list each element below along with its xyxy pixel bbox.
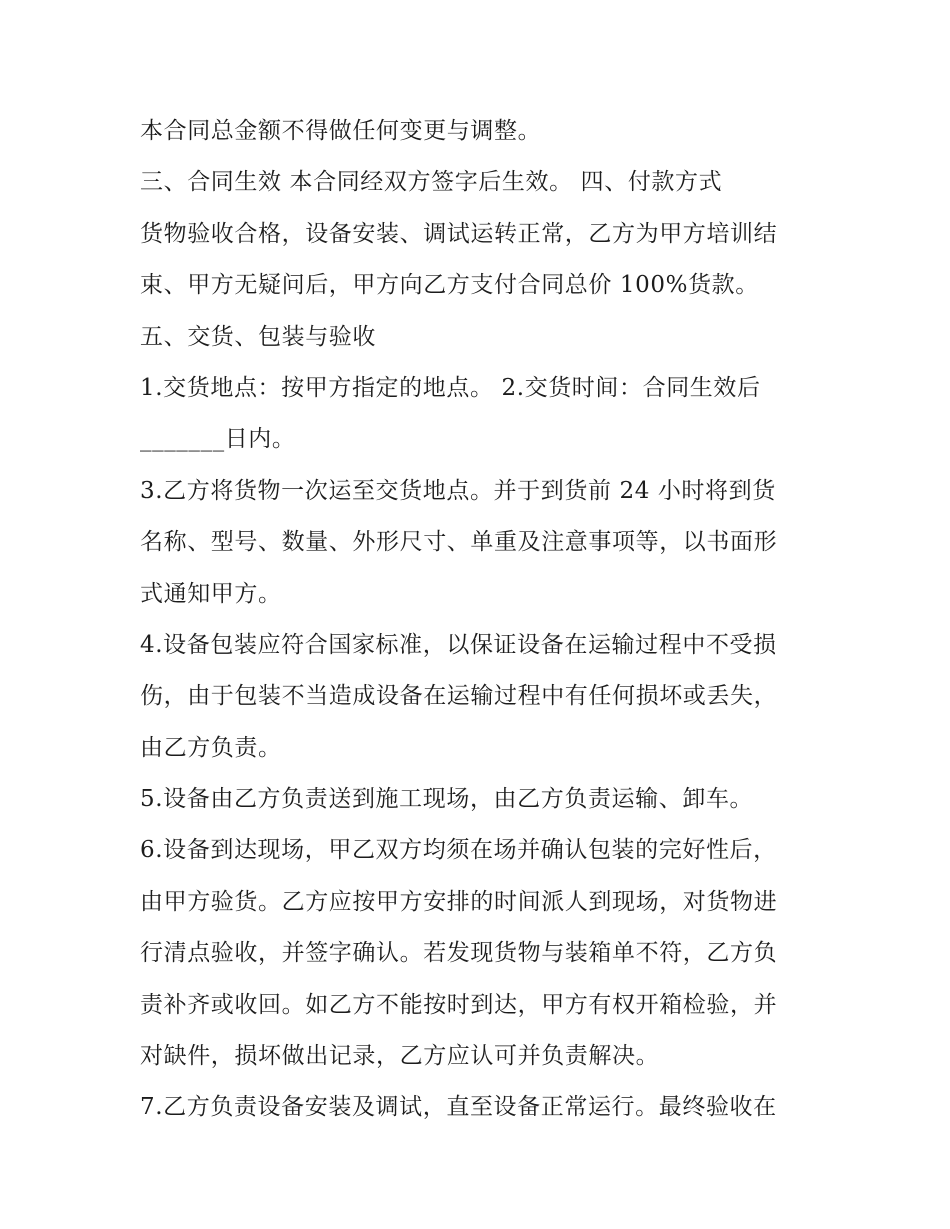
text-line-item-4-c: 由乙方负责。 (140, 734, 282, 761)
text-line-item-6-e: 对缺件，损坏做出记录，乙方应认可并负责解决。 (140, 1043, 660, 1070)
text-line-item-6-a: 6.设备到达现场，甲乙双方均须在场并确认包装的完好性后， (140, 837, 777, 864)
text-line-item-6-c: 行清点验收，并签字确认。若发现货物与装箱单不符，乙方负 (140, 940, 778, 967)
text-line-total-amount: 本合同总金额不得做任何变更与调整。 (140, 118, 542, 144)
text-line-effectiveness: 三、合同生效 本合同经双方签字后生效。 四、付款方式 (140, 169, 723, 196)
text-line-item-7: 7.乙方负责设备安装及调试，直至设备正常运行。最终验收在 (140, 1094, 777, 1121)
text-line-item-3-c: 式通知甲方。 (140, 580, 282, 607)
text-line-item-6-b: 由甲方验货。乙方应按甲方安排的时间派人到现场，对货物进 (140, 888, 778, 915)
text-line-item-4-a: 4.设备包装应符合国家标准，以保证设备在运输过程中不受损 (140, 631, 777, 658)
text-line-delivery-place-time: 1.交货地点：按甲方指定的地点。 2.交货时间：合同生效后 (140, 374, 761, 401)
text-line-payment-1: 货物验收合格，设备安装、调试运转正常，乙方为甲方培训结 (140, 220, 778, 247)
text-line-item-3-a: 3.乙方将货物一次运至交货地点。并于到货前 24 小时将到货 (140, 477, 776, 504)
text-line-item-4-b: 伤，由于包装不当造成设备在运输过程中有任何损坏或丢失， (140, 683, 778, 710)
section-heading-delivery: 五、交货、包装与验收 (140, 323, 376, 350)
text-line-delivery-days: _______日内。 (140, 426, 296, 453)
contract-text (140, 106, 820, 1134)
text-line-payment-2: 束、甲方无疑问后，甲方向乙方支付合同总价 100%货款。 (140, 272, 759, 299)
text-line-item-5: 5.设备由乙方负责送到施工现场，由乙方负责运输、卸车。 (140, 786, 754, 813)
text-line-item-3-b: 名称、型号、数量、外形尺寸、单重及注意事项等，以书面形 (140, 529, 778, 556)
text-line-item-6-d: 责补齐或收回。如乙方不能按时到达，甲方有权开箱检验，并 (140, 991, 778, 1018)
